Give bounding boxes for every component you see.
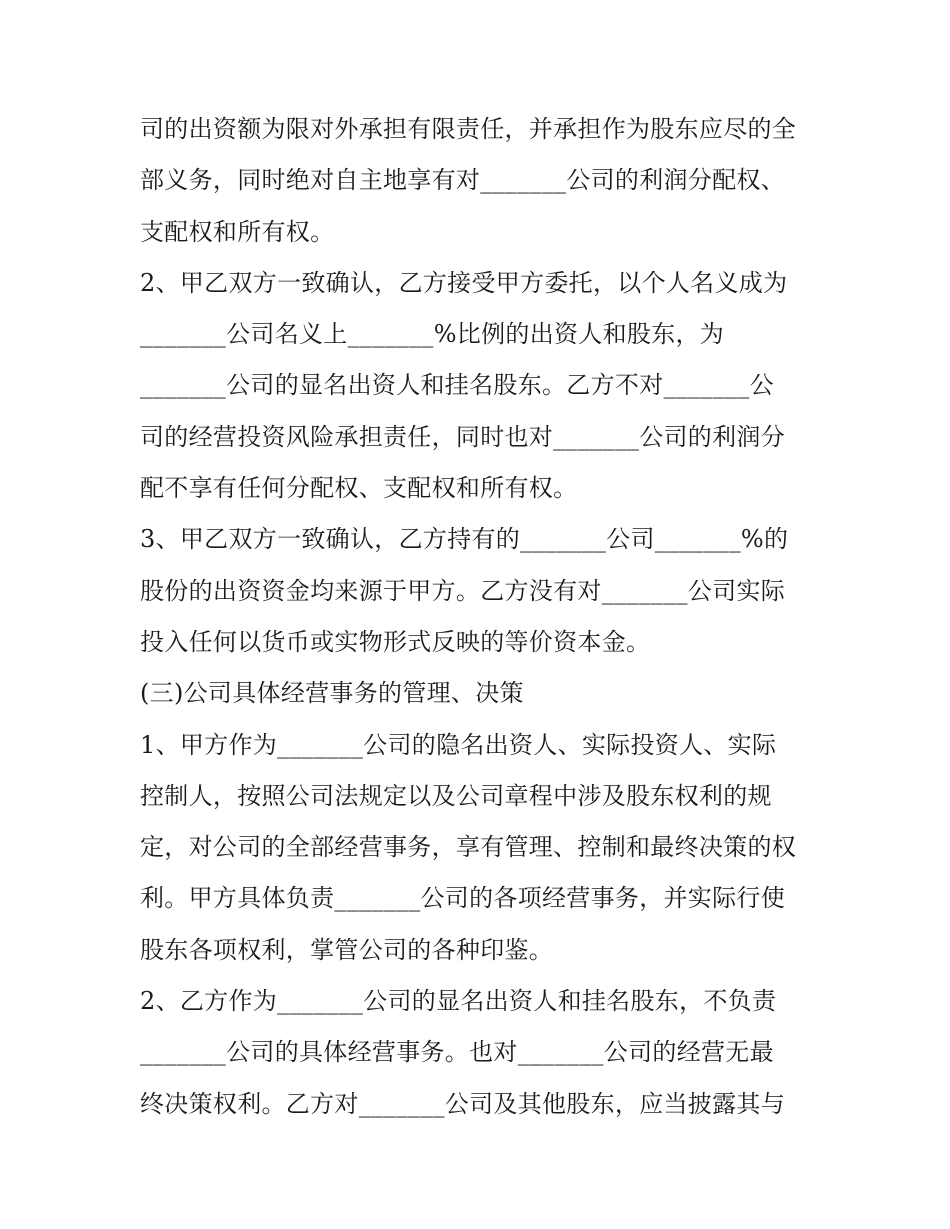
text-line: 1、甲方作为_______公司的隐名出资人、实际投资人、实际 bbox=[140, 730, 777, 759]
document-body bbox=[140, 104, 812, 1130]
text-line: 利。甲方具体负责_______公司的各项经营事务，并实际行使 bbox=[140, 884, 785, 913]
text-line: 3、甲乙双方一致确认，乙方持有的_______公司_______%的 bbox=[140, 525, 789, 554]
text-line: 股份的出资资金均来源于甲方。乙方没有对_______公司实际 bbox=[140, 576, 785, 605]
text-line: 2、甲乙双方一致确认，乙方接受甲方委托，以个人名义成为 bbox=[140, 268, 788, 297]
text-line: 司的出资额为限对外承担有限责任，并承担作为股东应尽的全 bbox=[140, 115, 797, 143]
text-line: 股东各项权利，掌管公司的各种印鉴。 bbox=[140, 935, 554, 964]
text-line: 控制人，按照公司法规定以及公司章程中涉及股东权利的规 bbox=[140, 781, 772, 810]
text-line: _______公司的显名出资人和挂名股东。乙方不对_______公 bbox=[140, 371, 774, 400]
text-line: 部义务，同时绝对自主地享有对_______公司的利润分配权、 bbox=[140, 166, 785, 195]
text-line: 2、乙方作为_______公司的显名出资人和挂名股东，不负责 bbox=[140, 987, 777, 1016]
text-line: 定，对公司的全部经营事务，享有管理、控制和最终决策的权 bbox=[140, 833, 797, 862]
text-line: 支配权和所有权。 bbox=[140, 217, 335, 246]
text-line: _______公司名义上_______%比例的出资人和股东，为 bbox=[140, 320, 725, 349]
section-heading: (三)公司具体经营事务的管理、决策 bbox=[140, 679, 524, 708]
text-line: _______公司的具体经营事务。也对_______公司的经营无最 bbox=[140, 1038, 774, 1067]
text-line: 投入任何以货币或实物形式反映的等价资本金。 bbox=[140, 627, 651, 656]
text-line: 配不享有任何分配权、支配权和所有权。 bbox=[140, 474, 578, 503]
text-line: 终决策权利。乙方对_______公司及其他股东，应当披露其与 bbox=[140, 1089, 785, 1118]
text-line: 司的经营投资风险承担责任，同时也对_______公司的利润分 bbox=[140, 422, 785, 451]
